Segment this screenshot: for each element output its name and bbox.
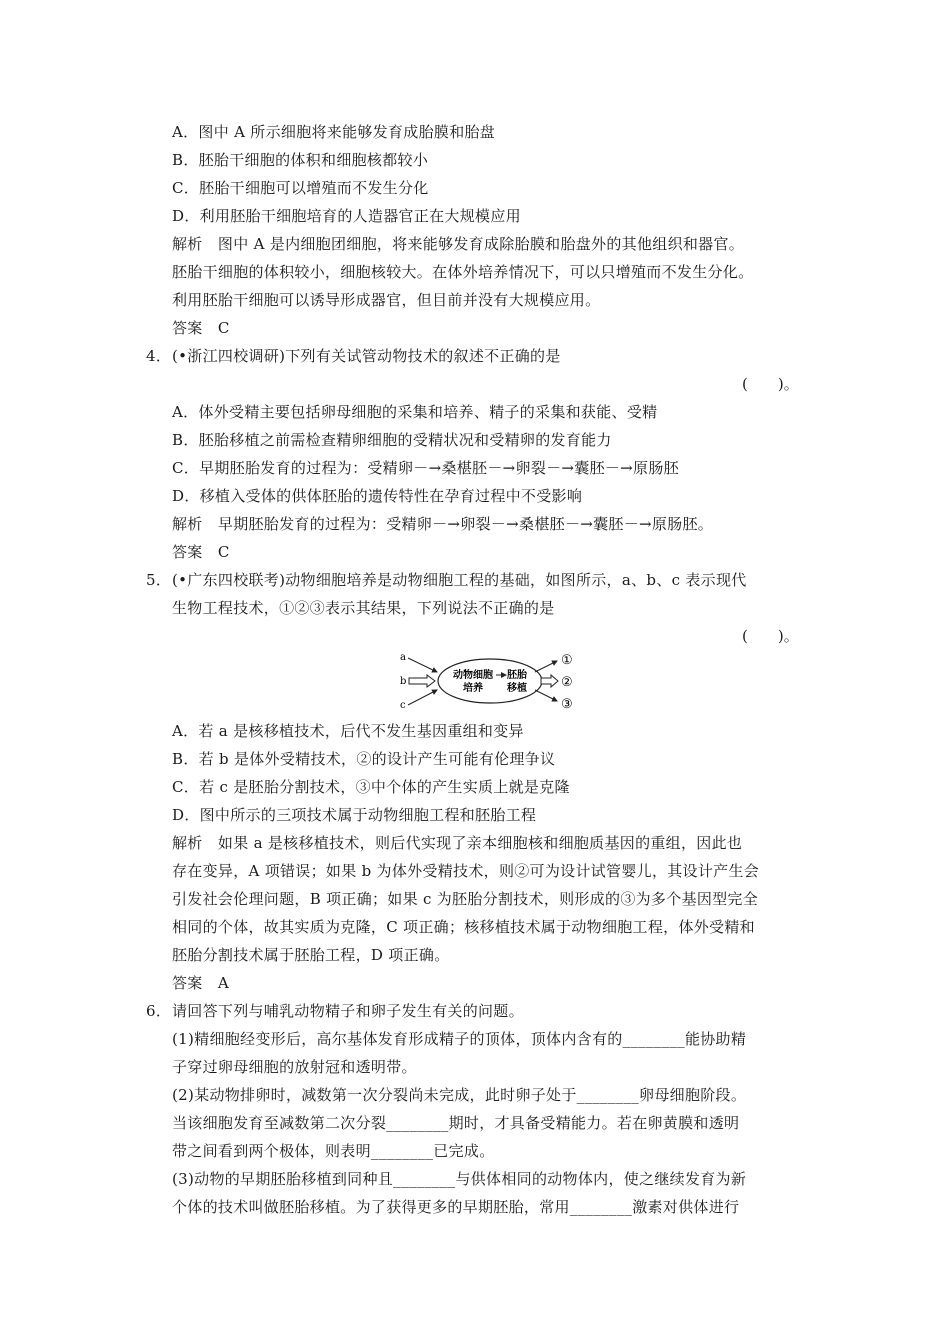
option-c: C．若 c 是胚胎分割技术，③中个体的产生实质上就是克隆 — [172, 778, 570, 796]
option-a: A．图中 A 所示细胞将来能够发育成胎膜和胎盘 — [172, 123, 496, 141]
option-c: C．胚胎干细胞可以增殖而不发生分化 — [172, 179, 429, 197]
option-a: A．若 a 是核移植技术，后代不发生基因重组和变异 — [172, 722, 524, 740]
box-embryo-transfer-2: 移植 — [507, 683, 527, 694]
arrow-b — [409, 675, 435, 687]
analysis-line: 解析 如果 a 是核移植技术，则后代实现了亲本细胞核和细胞质基因的重组，因此也 — [172, 834, 743, 852]
arrow-out-3 — [535, 690, 557, 701]
arrow-out-1 — [535, 661, 557, 672]
answer-line: 答案 C — [172, 319, 230, 337]
arrow-a — [408, 658, 437, 672]
option-b: B．胚胎干细胞的体积和细胞核都较小 — [172, 151, 429, 169]
question-number: 5． — [146, 571, 172, 589]
subquestion-line: 个体的技术叫做胚胎移植。为了获得更多的早期胚胎，常用________激素对供体进行 — [172, 1198, 740, 1216]
question-number: 4． — [146, 347, 172, 365]
output-1: ① — [561, 653, 573, 668]
box-embryo-transfer: 胚胎 — [507, 670, 527, 681]
subquestion-line: (2)某动物排卵时，减数第一次分裂尚未完成，此时卵子处于________卵母细胞阶段。 — [172, 1086, 747, 1104]
output-3: ③ — [561, 697, 573, 710]
option-b: B．若 b 是体外受精技术，②的设计产生可能有伦理争议 — [172, 750, 556, 768]
subquestion-line: 子穿过卵母细胞的放射冠和透明带。 — [172, 1058, 417, 1076]
input-label-b: b — [400, 676, 407, 687]
option-a: A．体外受精主要包括卵母细胞的采集和培养、精子的采集和获能、受精 — [172, 403, 658, 421]
input-label-a: a — [400, 652, 406, 663]
option-d: D．移植入受体的供体胚胎的遗传特性在孕育过程中不受影响 — [172, 487, 583, 505]
arrow-out-2 — [541, 675, 558, 687]
answer-line: 答案 A — [172, 974, 230, 992]
subquestion-line: (3)动物的早期胚胎移植到同种且________与供体相同的动物体内，使之继续发育为新 — [172, 1170, 747, 1188]
subquestion-line: 当该细胞发育至减数第二次分裂________期时，才具备受精能力。若在卵黄膜和透明 — [172, 1114, 740, 1132]
subquestion-line: 带之间看到两个极体，则表明________已完成。 — [172, 1142, 495, 1160]
subquestion-line: (1)精细胞经变形后，高尔基体发育形成精子的顶体，顶体内含有的________能协助精 — [172, 1030, 747, 1048]
answer-bracket: ( )。 — [742, 375, 799, 393]
analysis-line: 引发社会伦理问题，B 项正确；如果 c 为胚胎分割技术，则形成的③为多个基因型完全 — [172, 890, 759, 908]
process-ellipse — [438, 659, 542, 703]
option-b: B．胚胎移植之前需检查精卵细胞的受精状况和受精卵的发育能力 — [172, 431, 612, 449]
option-d: D．利用胚胎干细胞培育的人造器官正在大规模应用 — [172, 207, 521, 225]
analysis-line: 解析 早期胚胎发育的过程为：受精卵－→卵裂－→桑椹胚－→囊胚－→原肠胚。 — [172, 515, 714, 533]
box-cell-culture-2: 培养 — [463, 683, 483, 694]
arrow-c — [408, 690, 437, 705]
question-number: 6． — [146, 1002, 172, 1020]
analysis-line: 相同的个体，故其实质为克隆，C 项正确；核移植技术属于动物细胞工程，体外受精和 — [172, 918, 755, 936]
question-stem: (•广东四校联考)动物细胞培养是动物细胞工程的基础，如图所示，a、b、c 表示现代 — [172, 571, 747, 589]
answer-line: 答案 C — [172, 543, 230, 561]
output-2: ② — [561, 675, 573, 690]
input-label-c: c — [400, 700, 406, 710]
analysis-line: 存在变异，A 项错误；如果 b 为体外受精技术，则②可为设计试管婴儿，其设计产生会 — [172, 862, 760, 880]
option-d: D．图中所示的三项技术属于动物细胞工程和胚胎工程 — [172, 806, 537, 824]
analysis-line: 利用胚胎干细胞可以诱导形成器官，但目前并没有大规模应用。 — [172, 291, 601, 309]
question-stem: 请回答下列与哺乳动物精子和卵子发生有关的问题。 — [172, 1002, 524, 1020]
analysis-line: 胚胎分割技术属于胚胎工程，D 项正确。 — [172, 946, 450, 964]
question-stem: 生物工程技术，①②③表示其结果，下列说法不正确的是 — [172, 599, 555, 617]
question-stem: (•浙江四校调研)下列有关试管动物技术的叙述不正确的是 — [172, 347, 561, 365]
process-diagram — [395, 648, 585, 710]
analysis-line: 胚胎干细胞的体积较小，细胞核较大。在体外培养情况下，可以只增殖而不发生分化。 — [172, 263, 754, 281]
option-c: C．早期胚胎发育的过程为：受精卵－→桑椹胚－→卵裂－→囊胚－→原肠胚 — [172, 459, 679, 477]
box-cell-culture: 动物细胞 — [453, 670, 493, 681]
answer-bracket: ( )。 — [742, 627, 799, 645]
analysis-line: 解析 图中 A 是内细胞团细胞，将来能够发育成除胎膜和胎盘外的其他组织和器官。 — [172, 235, 745, 253]
